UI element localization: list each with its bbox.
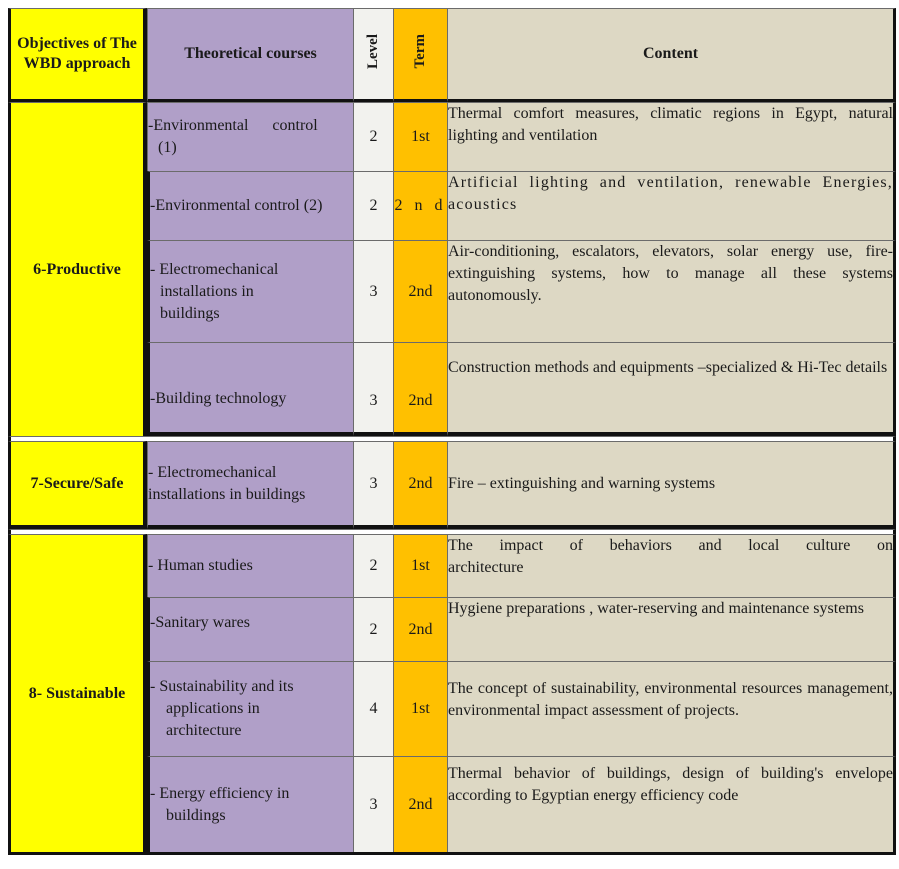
- table-row: [8, 102, 896, 171]
- level-cell: 2: [353, 171, 393, 240]
- objective-productive: 6-Productive: [8, 102, 147, 436]
- content-cell: The concept of sustainability, environmental resources management, environmental impact assessment of projects.: [447, 661, 896, 756]
- content-cell: Air-conditioning, escalators, elevators, solar energy use, fire-extinguishing systems, how to manage all these systems autonomously.: [447, 240, 896, 342]
- content-cell: [447, 171, 896, 240]
- objective-secure-safe: 7-Secure/Safe: [8, 441, 147, 529]
- course-cell: [147, 534, 353, 597]
- term-cell: 1st: [393, 661, 447, 756]
- table-container: [8, 8, 896, 855]
- content-text: Artificial lighting and ventilation, renewable Energies, acoustics: [448, 174, 893, 213]
- term-cell: 2nd: [393, 597, 447, 661]
- course-line: installations in: [160, 282, 254, 300]
- course-cell: [147, 342, 353, 436]
- content-cell: Fire – extinguishing and warning systems: [447, 441, 896, 529]
- header-term-label: Term: [412, 34, 428, 69]
- term-cell: 1st: [393, 102, 447, 171]
- course-line: -Sanitary wares: [150, 614, 250, 631]
- header-courses: Theoretical courses: [147, 8, 353, 102]
- course-line: buildings: [166, 806, 226, 824]
- term-cell: [393, 171, 447, 240]
- course-line: - Human studies: [148, 557, 253, 574]
- course-line: - Energy efficiency in: [150, 784, 290, 802]
- course-cell: [147, 597, 353, 661]
- table-row: [8, 534, 896, 597]
- wbd-courses-table: [8, 8, 896, 855]
- level-cell: 4: [353, 661, 393, 756]
- course-line: - Electromechanical: [148, 463, 277, 481]
- course-line: applications in: [166, 700, 260, 717]
- course-line: buildings: [160, 304, 220, 322]
- header-level: [353, 8, 393, 102]
- course-line: -Environmental control: [148, 117, 318, 134]
- level-cell: 2: [353, 534, 393, 597]
- term-cell: 2nd: [393, 756, 447, 852]
- course-line: architecture: [166, 722, 242, 739]
- course-cell: [147, 661, 353, 756]
- course-cell: [147, 102, 353, 171]
- level-cell: 2: [353, 102, 393, 171]
- header-objectives: Objectives of The WBD approach: [8, 8, 147, 102]
- level-cell: 3: [353, 441, 393, 529]
- level-cell: 2: [353, 597, 393, 661]
- level-cell: 3: [353, 756, 393, 852]
- course-cell: [147, 441, 353, 529]
- term-cell: 2nd: [393, 441, 447, 529]
- course-line: - Electromechanical: [150, 260, 279, 278]
- course-line: -Environmental control (2): [150, 197, 323, 214]
- course-cell: [147, 240, 353, 342]
- course-line: (1): [158, 139, 177, 156]
- content-cell: The impact of behaviors and local culture on architecture: [447, 534, 896, 597]
- level-cell: 3: [353, 240, 393, 342]
- course-cell: [147, 171, 353, 240]
- content-cell: Thermal behavior of buildings, design of building's envelope according to Egyptian energy efficiency code: [447, 756, 896, 852]
- content-cell: Construction methods and equipments –specialized & Hi-Tec details: [447, 342, 896, 436]
- term-cell: 2nd: [393, 240, 447, 342]
- level-cell: 3: [353, 342, 393, 436]
- header-term: [393, 8, 447, 102]
- content-cell: Hygiene preparations , water-reserving and maintenance systems: [447, 597, 896, 661]
- header-level-label: Level: [365, 34, 381, 69]
- term-label: 2 n d: [394, 197, 447, 214]
- table-row: [8, 441, 896, 529]
- header-content: Content: [447, 8, 896, 102]
- objective-sustainable: 8- Sustainable: [8, 534, 147, 852]
- course-line: -Building technology: [150, 390, 287, 407]
- term-cell: 2nd: [393, 342, 447, 436]
- course-cell: [147, 756, 353, 852]
- content-cell: Thermal comfort measures, climatic regions in Egypt, natural lighting and ventilation: [447, 102, 896, 171]
- course-line: installations in buildings: [148, 485, 306, 503]
- course-line: - Sustainability and its: [150, 678, 294, 695]
- header-row: [8, 8, 896, 102]
- term-cell: 1st: [393, 534, 447, 597]
